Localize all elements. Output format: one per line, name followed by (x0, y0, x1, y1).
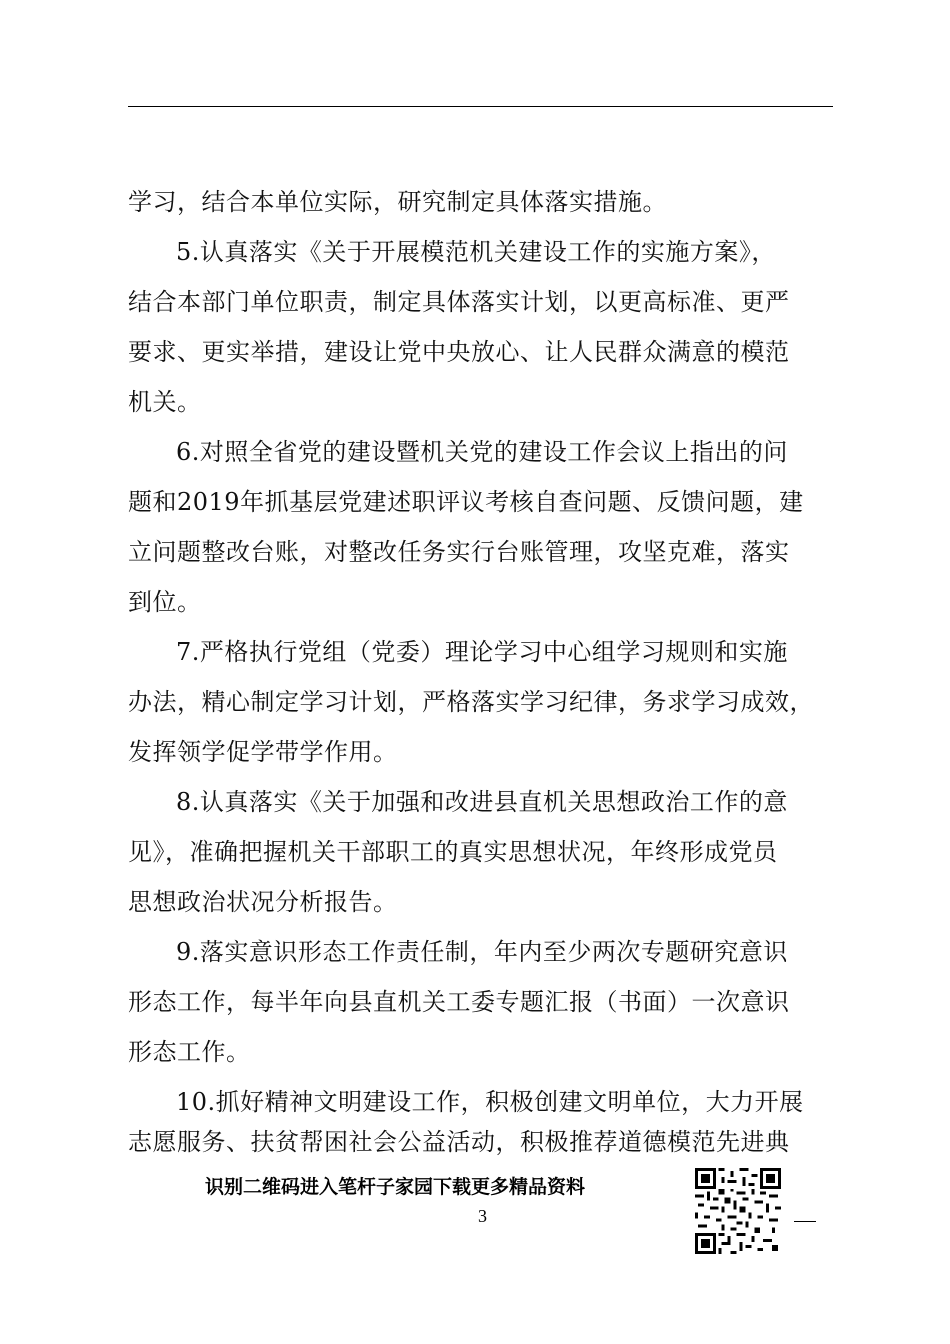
body-line: 7.严格执行党组（党委）理论学习中心组学习规则和实施 (176, 638, 788, 666)
body-line: 形态工作，每半年向县直机关工委专题汇报（书面）一次意识 (128, 988, 790, 1016)
body-line: 题和2019年抓基层党建述职评议考核自查问题、反馈问题，建 (128, 488, 804, 516)
promo-text: 识别二维码进入笔杆子家园下载更多精品资料 (205, 1176, 586, 1198)
body-line: 6.对照全省党的建设暨机关党的建设工作会议上指出的问 (176, 438, 788, 466)
body-line: 5.认真落实《关于开展模范机关建设工作的实施方案》， (176, 238, 776, 266)
body-line: 思想政治状况分析报告。 (128, 888, 398, 916)
body-line: 8.认真落实《关于加强和改进县直机关思想政治工作的意 (176, 788, 788, 816)
body-line: 见》，准确把握机关干部职工的真实思想状况，年终形成党员 (128, 838, 778, 866)
body-line: 发挥领学促学带学作用。 (128, 738, 398, 766)
body-line: 办法，精心制定学习计划，严格落实学习纪律，务求学习成效， (128, 688, 814, 716)
body-line: 立问题整改台账，对整改任务实行台账管理，攻坚克难，落实 (128, 538, 790, 566)
body-line: 学习，结合本单位实际，研究制定具体落实措施。 (128, 188, 667, 216)
body-line: 到位。 (128, 588, 202, 616)
body-line: 志愿服务、扶贫帮困社会公益活动，积极推荐道德模范先进典 (128, 1128, 790, 1156)
body-line: 机关。 (128, 388, 202, 416)
body-line: 要求、更实举措，建设让党中央放心、让人民群众满意的模范 (128, 338, 790, 366)
body-line: 结合本部门单位职责，制定具体落实计划，以更高标准、更严 (128, 288, 790, 316)
body-line: 10.抓好精神文明建设工作，积极创建文明单位，大力开展 (176, 1088, 804, 1116)
body-line: 9.落实意识形态工作责任制，年内至少两次专题研究意识 (176, 938, 788, 966)
footer-dash (794, 1221, 816, 1222)
header-rule (128, 106, 833, 107)
page-number: 3 (478, 1206, 487, 1226)
qr-code-icon[interactable] (695, 1168, 781, 1254)
body-line: 形态工作。 (128, 1038, 251, 1066)
